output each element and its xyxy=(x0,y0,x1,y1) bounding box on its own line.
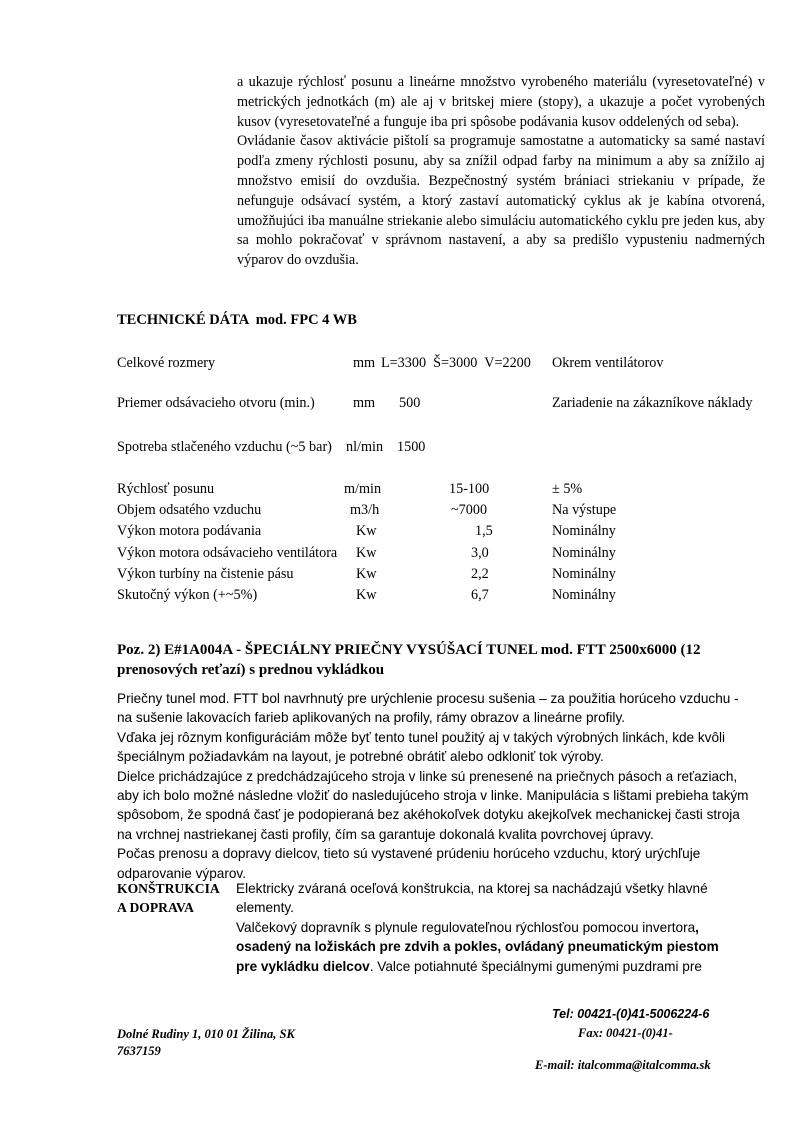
spec-note: Nominálny xyxy=(552,523,616,539)
body-paragraph-4: Počas prenosu a dopravy dielcov, tieto sú vystavené prúdeniu horúceho vzduchu, ktorý urýchľuje odparovanie výparov. xyxy=(117,846,701,881)
spec-name: Rýchlosť posunu xyxy=(117,481,215,497)
spec-value: 6,7 xyxy=(471,587,489,603)
spec-note: Nominálny xyxy=(552,587,616,603)
construction-paragraph-2 xyxy=(236,918,736,976)
spec-value: 1500 xyxy=(397,439,426,455)
construction-text xyxy=(236,879,736,976)
footer-fax: Fax: 00421-(0)41- xyxy=(578,1026,673,1040)
intro-paragraph-1: a ukazuje rýchlosť posunu a lineárne množstvo vyrobeného materiálu (vyresetovateľné) v metrických jednotkách (m) ale aj v britskej miere (stopy), a ukazuje a počet vyrobených kusov (vyresetovateľné a funguje iba pri spôsobe podávania kusov oddelených od seba). xyxy=(237,74,765,130)
footer-phone: Tel: 00421-(0)41-5006224-6 xyxy=(552,1007,710,1021)
section-title: Poz. 2) E#1A004A - ŠPECIÁLNY PRIEČNY VYSÚŠACÍ TUNEL mod. FTT 2500x6000 (12 prenosových reťazí) s prednou vykládkou xyxy=(117,642,701,678)
spec-unit: Kw xyxy=(356,545,377,561)
spec-unit: Kw xyxy=(356,587,377,603)
spec-note: ± 5% xyxy=(552,481,583,497)
spec-unit: m/min xyxy=(344,481,382,497)
spec-value: L=3300 Š=3000 V=2200 xyxy=(381,355,531,371)
spec-value: 3,0 xyxy=(471,545,489,561)
spec-row xyxy=(117,521,777,541)
spec-unit: Kw xyxy=(356,566,377,582)
spec-row xyxy=(117,543,777,563)
spec-name: Priemer odsávacieho otvoru (min.) xyxy=(117,395,315,411)
spec-note: Nominálny xyxy=(552,545,616,561)
construction-paragraph-1: Elektricky zváraná oceľová konštrukcia, na ktorej sa nachádzajú všetky hlavné elementy. xyxy=(236,881,708,916)
spec-row xyxy=(117,437,777,457)
spec-row xyxy=(117,393,777,413)
intro-text xyxy=(237,73,765,271)
spec-name: Objem odsatého vzduchu xyxy=(117,502,262,518)
construction-text-end: . Valce potiahnuté špeciálnymi gumenými puzdrami pre xyxy=(369,958,702,974)
spec-unit: mm xyxy=(353,395,376,411)
construction-text-bold: , osadený na ložiskách pre zdvih a pokles, ovládaný pneumatickým piestom pre vykládku dielcov xyxy=(236,919,719,974)
spec-row xyxy=(117,500,777,520)
technical-data-title: TECHNICKÉ DÁTA mod. FPC 4 WB xyxy=(117,312,357,328)
spec-note: Na výstupe xyxy=(552,502,617,518)
construction-text-start: Valčekový dopravník s plynule regulovateľnou rýchlosťou pomocou invertora xyxy=(236,919,696,935)
spec-unit: Kw xyxy=(356,523,377,539)
intro-paragraph-2: Ovládanie časov aktivácie pištolí sa programuje samostatne a automaticky sa samé nastaví podľa zmeny rýchlosti posunu, aby sa znížil odpad farby na minimum a aby sa znížilo aj množstvo emisií do ovzdušia. Bezpečnostný systém brániaci striekaniu v prípade, že nefunguje odsávací systém, a ktorý zastaví automatický cyklus ak je kabína otvorená, umožňujúci iba manuálne striekanie alebo simuláciu automatického cyklu pre jeden kus, aby sa mohlo pokračovať v správnom nastavení, a aby sa predišlo vypusteniu nadmerných výparov do ovzdušia. xyxy=(237,133,765,269)
spec-row xyxy=(117,479,777,499)
body-paragraph-3: Dielce prichádzajúce z predchádzajúceho stroja v linke sú prenesené na priečnych pásoch a reťaziach, aby ich bolo možné následne vložiť do nasledujúceho stroja v linke. Manipulácia s lištami prebieha takým spôsobom, že spodná časť je podopieraná bez akéhokoľvek dotyku akejkoľvek mechanickej časti stroja na vrchnej nastriekanej časti profily, čím sa garantuje dokonalá kvalita povrchovej úpravy. xyxy=(117,768,749,842)
body-paragraph-1: Priečny tunel mod. FTT bol navrhnutý pre urýchlenie procesu sušenia – za použitia horúceho vzduchu - na sušenie lakovacích farieb aplikovaných na profily, rámy obrazov a lineárne profily. xyxy=(117,691,739,726)
spec-name: Spotreba stlačeného vzduchu (~5 bar) xyxy=(117,439,332,455)
spec-row xyxy=(117,564,777,584)
spec-note: Nominálny xyxy=(552,566,616,582)
spec-name: Výkon turbíny na čistenie pásu xyxy=(117,566,294,582)
footer-address: Dolné Rudiny 1, 010 01 Žilina, SK 7637159 xyxy=(117,1027,295,1058)
spec-row xyxy=(117,585,777,605)
spec-name: Výkon motora podávania xyxy=(117,523,262,539)
footer-email: E-mail: italcomma@italcomma.sk xyxy=(535,1058,711,1072)
spec-name: Celkové rozmery xyxy=(117,355,216,371)
body-paragraph-2: Vďaka jej rôznym konfiguráciám môže byť tento tunel použitý aj v takých výrobných linkách, kde kvôli špeciálnym požiadavkám na layout, je potrebné obrátiť alebo odkloniť tok výroby. xyxy=(117,729,726,765)
spec-row xyxy=(117,353,777,373)
spec-unit: mm xyxy=(353,355,376,371)
spec-value: 15-100 xyxy=(449,481,490,497)
spec-note: Zariadenie na zákazníkove náklady xyxy=(552,395,753,411)
spec-unit: m3/h xyxy=(350,502,380,518)
spec-value: 2,2 xyxy=(471,566,489,582)
construction-label: KONŠTRUKCIA A DOPRAVA xyxy=(117,881,219,916)
spec-value: ~7000 xyxy=(451,502,488,518)
spec-name: Výkon motora odsávacieho ventilátora xyxy=(117,545,338,561)
spec-unit: nl/min xyxy=(346,439,384,455)
spec-name: Skutočný výkon (+~5%) xyxy=(117,587,258,603)
section-body xyxy=(117,689,757,883)
spec-note: Okrem ventilátorov xyxy=(552,355,664,371)
spec-value: 500 xyxy=(399,395,421,411)
spec-value: 1,5 xyxy=(475,523,493,539)
